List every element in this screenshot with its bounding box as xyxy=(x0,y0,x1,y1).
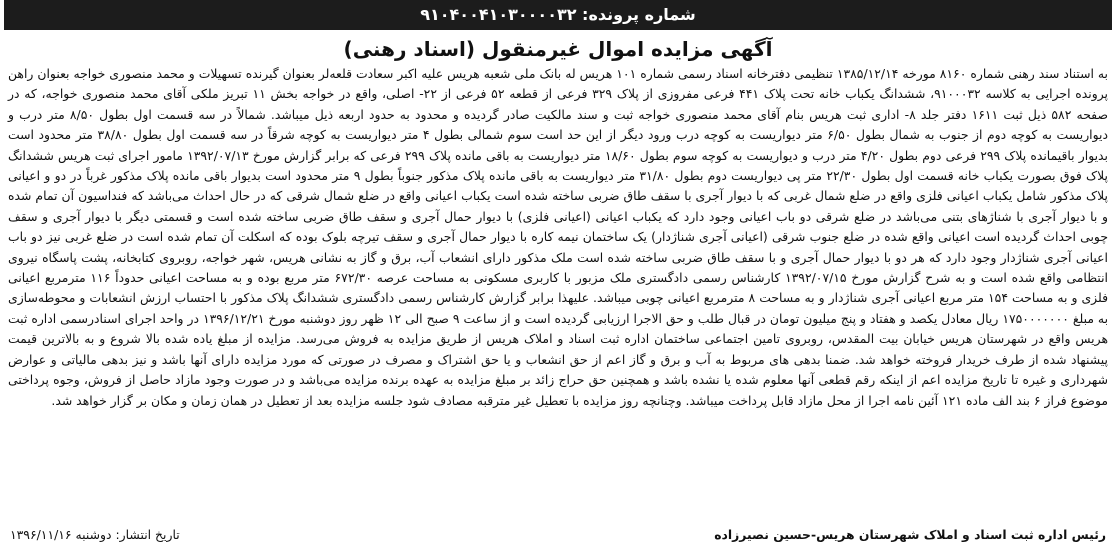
notice-title: آگهی مزایده اموال غیرمنقول (اسناد رهنی) xyxy=(343,37,773,61)
notice-body: به استناد سند رهنی شماره ۸۱۶۰ مورخه ۱۳۸۵/۱۲/۱۴ تنظیمی دفترخانه اسناد رسمی شماره ۱۰۱ هریس له بانک ملی شعبه هریس علیه اکبر سعادت قلعه‌لر بعنوان گیرنده تسهیلات و محمد منصوری خواجه بعنوان راهن پرونده اجرایی به کلاسه ۹۱۰۰۰۳۲، ششدانگ یکباب خانه تحت پلاک ۴۴۱ فرعی مفروزی از پلاک ۳۲۹ فرعی از قطعه ۵۲ فرعی از ۲۲- اصلی، واقع در خواجه بخش ۱۱ تبریز ملکی آقای محمد منصوری خواجه، که در صفحه ۵۸۲ ذیل ثبت ۱۶۱۱ دفتر جلد ۸- اداری ثبت هریس بنام آقای محمد منصوری خواجه ثبت و سند مالکیت صادر گردیده و محدود به حدود اربعه ذیل میباشد. شمالاً در سه قسمت اول بطول ۸/۵۰ متر درب و دیواریست به کوچه دوم از جنوب به شمال بطول ۶/۵۰ متر دیواریست به کوچه درب ورود دیگر از این حد است سوم شمالی بطول ۴ متر دیواریست به کوچه شرقاً در سه قسمت اول بطول ۳۸/۸۰ متر محدود است بدیوار باقیمانده پلاک ۲۹۹ فرعی دوم بطول ۴/۲۰ متر درب و دیواریست به کوچه سوم بطول ۱۸/۶۰ متر دیواریست به باقی مانده پلاک ۲۹۹ فرعی که برابر گزارش مورخ ۱۳۹۲/۰۷/۱۳ مامور اجرای ثبت هریس ششدانگ پلاک فوق بصورت یکباب خانه قسمت اول بطول ۲۲/۳۰ متر پی دیواریست دوم بطول ۳۱/۸۰ متر دیواریست به باقی مانده پلاک مذکور جنوباً بطول ۹ متر محدود است بدیوار باقی مانده پلاک مذکور غرباً در دو و اعیانی پلاک مذکور شامل یکباب اعیانی فلزی واقع در ضلع شمال غربی که با دیوار آجری با سقف طاق ضربی ساخته شده است یکباب اعیانی واقع در ضلع شمال شرقی که در حال احداث می‌باشد که فنداسیون آن تمام شده و با دیوار آجری با شناژهای بتنی می‌باشد در ضلع شرقی دو باب اعیانی وجود دارد که یکباب اعیانی (اعیانی فلزی) با دیوار حمال آجری و سقف طاق ضربی ساخته شده است و قسمتی دیگر با دیوار آجری و سقف چوبی احداث گردیده است اعیانی واقع شده در ضلع جنوب شرقی (اعیانی آجری شناژدار) یک ساختمان نیمه کاره با دیوار حمال آجری و سقف تیرچه بلوک بوده که اسکلت آن تمام شده است در ضلع غربی نیز دو باب اعیانی آجری شناژدار وجود دارد که هر دو با دیوار حمال آجری و با سقف طاق ضربی ساخته شده است ملک مذکور دارای انشعاب آب، برق و گاز به نشانی هریس، شهر خواجه، روبروی کتابخانه، پشت پاسگاه نیروی انتظامی واقع شده است و به شرح گزارش مورخ ۱۳۹۲/۰۷/۱۵ کارشناس رسمی دادگستری ملک مزبور با کاربری مسکونی به مساحت عرصه ۶۷۲/۳۰ متر مربع بوده و به مساحت اعیانی حدوداً ۱۱۶ مترمربع اعیانی فلزی و به مساحت ۱۵۴ متر مربع اعیانی آجری شناژدار و به مساحت ۸ مترمربع اعیانی چوبی میباشد. علیهذا برابر گزارش کارشناس رسمی دادگستری ششدانگ پلاک مذکور با احتساب ارزش انشعابات و محوطه‌سازی به مبلغ ۱۷۵۰۰۰۰۰۰۰ ریال معادل یکصد و هفتاد و پنج میلیون تومان در قبال طلب و حق الاجرا ارزیابی گردیده است و از ساعت ۹ صبح الی ۱۲ ظهر روز دوشنبه مورخ ۱۳۹۶/۱۲/۲۱ در واحد اجرای اسنادرسمی اداره ثبت هریس واقع در شهرستان هریس خیابان بیت المقدس، روبروی تامین اجتماعی ساختمان اداره ثبت اسناد و املاک هریس از طریق مزایده به فروش می‌رسد. مزایده از مبلغ یاده شده بالا شروع و به بالاترین قیمت پیشنهاد شده از طرف خریدار فروخته خواهد شد. ضمنا بدهی های مربوط به آب و برق و گاز اعم از حق انشعاب و یا حق اشتراک و مصرف در صورتی که مورد مزایده دارای آنها باشد و نیز بدهی مالیاتی و عوارض شهرداری و غیره تا تاریخ مزایده اعم از اینکه رقم قطعی آنها معلوم شده یا نشده باشد و همچنین حق حراج زائد بر مبلغ مزایده به عهده برنده مزایده می‌باشد و در صورت وجود مازاد حاصل از فروش، وجوه پرداختی موضوع فراز ۶ بند الف ماده ۱۲۱ آئین نامه اجرا از محل مازاد قابل پرداخت میباشد. وچنانچه روز مزایده با تعطیل غیر مترقبه مصادف شود جلسه مزایده بعد از تعطیل در همان زمان و مکان بر گزار خواهد شد. xyxy=(8,66,1109,408)
signature: رئیس اداره ثبت اسناد و املاک شهرستان هریس-حسین نصیرزاده xyxy=(714,526,1106,542)
publish-date: تاریخ انتشار: دوشنبه ۱۳۹۶/۱۱/۱۶ xyxy=(10,526,180,542)
file-number-bar xyxy=(4,0,1112,30)
notice-footer xyxy=(4,524,1112,544)
file-number: شماره پرونده: ۹۱۰۴۰۰۴۱۰۳۰۰۰۰۳۲ xyxy=(420,5,696,24)
